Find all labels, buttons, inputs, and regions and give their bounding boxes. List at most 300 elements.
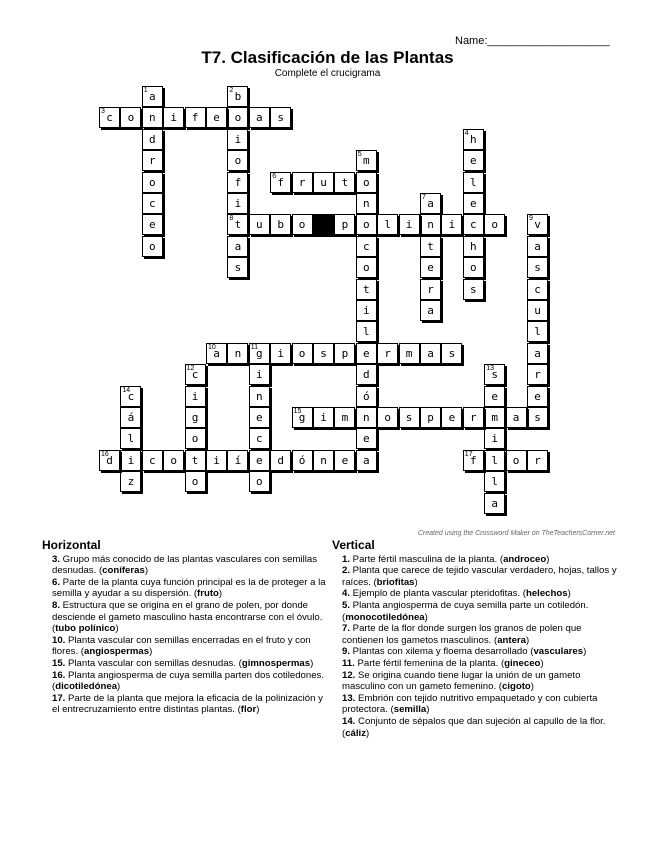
clue-item-number: 9. (342, 646, 353, 658)
cell-letter: h (469, 239, 477, 253)
cell-letter: o (234, 111, 242, 125)
horizontal-clues (42, 540, 327, 716)
clue-item-number: 7. (342, 623, 353, 635)
crossword-cell[interactable] (377, 343, 398, 364)
clue-number: 17 (464, 450, 473, 458)
crossword-cell[interactable] (142, 150, 163, 171)
cell-letter: c (255, 432, 263, 446)
crossword-cell[interactable] (356, 214, 377, 235)
cell-letter: t (341, 175, 349, 189)
cell-letter: h (469, 132, 477, 146)
crossword-cell[interactable] (484, 450, 505, 471)
crossword-cell[interactable] (420, 279, 441, 300)
crossword-cell[interactable] (313, 450, 334, 471)
clue-item: 9. Plantas con xilema y floema desarrollado (vasculares) (342, 646, 587, 658)
cell-letter: r (534, 453, 541, 467)
crossword-cell[interactable] (249, 471, 270, 492)
clue-item-text: Planta angiosperma de cuya semilla parte un cotiledón. ( (342, 599, 589, 623)
cell-letter: t (362, 282, 370, 296)
crossword-cell[interactable] (484, 493, 505, 514)
clue-item: 10. Planta vascular con semillas encerradas en el fruto y con flores. (angiospermas) (52, 634, 311, 658)
cell-letter: p (341, 346, 349, 360)
clue-item-number: 6. (52, 576, 63, 588)
cell-letter: n (320, 453, 327, 467)
clue-item-text: Grupo más conocido de las plantas vasculares con semillas desnudas. ( (52, 553, 318, 577)
cell-letter: s (448, 346, 456, 360)
cell-letter: e (534, 389, 541, 403)
crossword-cell[interactable] (120, 407, 141, 428)
clue-item-text: Planta vascular con semillas desnudas. ( (68, 657, 242, 669)
cell-letter: s (234, 261, 242, 275)
crossword-cell[interactable] (484, 428, 505, 449)
cell-letter: c (106, 111, 113, 125)
cell-letter: a (427, 346, 434, 360)
crossword-cell[interactable] (142, 236, 163, 257)
crossword-cell[interactable] (484, 471, 505, 492)
crossword-cell[interactable] (120, 471, 141, 492)
crossword-cell[interactable] (313, 343, 334, 364)
cell-letter: v (534, 218, 541, 232)
clue-item-number: 2. (342, 565, 353, 577)
crossword-cell[interactable] (292, 172, 313, 193)
crossword-cell[interactable] (185, 428, 206, 449)
crossword-cell[interactable] (270, 172, 291, 193)
crossword-cell[interactable] (99, 107, 120, 128)
cell-letter: u (534, 304, 541, 317)
clue-item-answer: briofitas (376, 576, 415, 588)
crossword-cell[interactable] (249, 214, 270, 235)
crossword-cell[interactable] (206, 450, 227, 471)
crossword-cell[interactable] (142, 193, 163, 214)
crossword-cell[interactable] (527, 236, 548, 257)
crossword-cell[interactable] (420, 407, 441, 428)
cell-letter: n (362, 411, 370, 424)
cell-letter: l (469, 175, 477, 189)
crossword-cell[interactable] (292, 343, 313, 364)
clue-item: 14. Conjunto de sépalos que dan sujeción al capullo de la flor. (cáliz) (342, 715, 606, 739)
clue-number: 11 (250, 343, 259, 351)
cell-letter: r (384, 346, 391, 360)
cell-letter: e (362, 432, 370, 446)
clue-item: 6. Parte de la planta cuya función principal es la de proteger a la semilla y ayudar a su dispersión. (fruto) (52, 576, 326, 600)
cell-letter: p (341, 218, 349, 232)
clue-item-number: 10. (52, 634, 69, 646)
clue-item-answer: cáliz (345, 727, 367, 739)
clue-item-text: Planta que carece de tejido vascular verdadero, hojas, tallos y raíces. ( (342, 565, 617, 588)
crossword-cell[interactable] (163, 107, 184, 128)
cell-letter: o (362, 261, 370, 275)
cell-letter: c (469, 218, 477, 232)
crossword-cell[interactable] (249, 428, 270, 449)
crossword-cell[interactable] (249, 450, 270, 471)
clue-number: 16 (101, 450, 109, 458)
cell-letter: s (320, 346, 327, 360)
clue-item-number: 5. (342, 599, 353, 611)
crossword-cell[interactable] (227, 343, 248, 364)
crossword-cell[interactable] (356, 343, 377, 364)
cell-letter: s (534, 261, 541, 275)
crossword-cell[interactable] (441, 214, 462, 235)
crossword-cell[interactable] (420, 236, 441, 257)
cell-letter: f (277, 175, 284, 189)
crossword-cell[interactable] (185, 450, 206, 471)
crossword-cell[interactable] (334, 407, 355, 428)
crossword-cell[interactable] (420, 343, 441, 364)
cell-letter: r (469, 411, 477, 424)
cell-letter: c (191, 368, 199, 382)
crossword-cell[interactable] (120, 450, 141, 471)
crossword-cell[interactable] (399, 343, 420, 364)
crossword-cell[interactable] (527, 364, 548, 385)
cell-letter: b (234, 90, 242, 103)
cell-letter: i (213, 453, 220, 467)
cell-letter: e (341, 453, 349, 467)
cell-letter: o (148, 175, 156, 189)
crossword-cell[interactable] (227, 172, 248, 193)
crossword-cell[interactable] (463, 279, 484, 300)
crossword-cell[interactable] (334, 172, 355, 193)
clue-item: 1. Parte fértil masculina de la planta. (androceo) (342, 553, 550, 565)
crossword-cell[interactable] (463, 129, 484, 150)
crossword-cell[interactable] (292, 407, 313, 428)
cell-letter: i (277, 346, 284, 360)
cell-letter: a (427, 304, 434, 317)
crossword-cell[interactable] (484, 364, 505, 385)
cell-letter: n (148, 111, 156, 125)
crossword-cell[interactable] (356, 321, 377, 342)
cell-letter: s (277, 111, 284, 125)
clue-number: 3 (101, 108, 105, 116)
crossword-cell[interactable] (377, 407, 398, 428)
crossword-cell[interactable] (227, 450, 248, 471)
crossword-cell[interactable] (292, 450, 313, 471)
crossword-cell[interactable] (399, 407, 420, 428)
clue-number: 9 (529, 215, 533, 223)
cell-letter: á (127, 411, 135, 424)
cell-letter: d (362, 368, 370, 382)
cell-letter: o (255, 475, 263, 489)
cell-letter: i (170, 111, 177, 125)
cell-letter: e (148, 218, 156, 232)
crossword-cell[interactable] (527, 386, 548, 407)
cell-letter: a (234, 239, 242, 253)
clue-item: 13. Embrión con tejido nutritivo empaquetado y con cubierta protectora. (semilla) (342, 692, 598, 716)
clue-item-text: Plantas con xilema y floema desarrollado ( (352, 646, 534, 658)
clue-item-text: Conjunto de sépalos que dan sujeción al capullo de la flor. ( (342, 715, 606, 739)
crossword-cell[interactable] (463, 193, 484, 214)
crossword-cell[interactable] (270, 343, 291, 364)
crossword-cell[interactable] (420, 300, 441, 321)
crossword-cell[interactable] (142, 172, 163, 193)
cell-letter: i (127, 453, 135, 467)
crossword-cell[interactable] (227, 193, 248, 214)
cell-letter: o (384, 411, 391, 424)
clue-item-answer: gimnospermas (241, 657, 311, 669)
crossword-cell[interactable] (484, 407, 505, 428)
cell-letter: l (534, 325, 541, 339)
cell-letter: c (148, 197, 156, 210)
cell-letter: p (427, 411, 434, 424)
cell-letter: e (491, 389, 498, 403)
crossword-cell[interactable] (185, 386, 206, 407)
crossword-cell[interactable] (356, 236, 377, 257)
clue-item: 17. Parte de la planta que mejora la eficacia de la polinización y el entrecruzamiento entre distintas plantas. (flor) (52, 692, 323, 716)
clue-number: 12 (186, 365, 195, 373)
crossword-cell[interactable] (227, 107, 248, 128)
clue-item-text: Planta angiosperma de cuya semilla parten dos cotiledones. ( (52, 669, 325, 693)
crossword-cell[interactable] (463, 407, 484, 428)
crossword-cell[interactable] (356, 450, 377, 471)
crossword-cell[interactable] (356, 300, 377, 321)
cell-letter: s (469, 282, 477, 296)
cell-letter: í (234, 453, 242, 467)
crossword-cell[interactable] (527, 257, 548, 278)
crossword-cell[interactable] (463, 150, 484, 171)
crossword-cell[interactable] (227, 129, 248, 150)
cell-letter: i (234, 197, 242, 210)
crossword-cell[interactable] (249, 107, 270, 128)
crossword-cell[interactable] (334, 214, 355, 235)
crossword-cell[interactable] (463, 236, 484, 257)
cell-letter: b (277, 218, 284, 232)
crossword-cell[interactable] (484, 214, 505, 235)
crossword-cell[interactable] (377, 214, 398, 235)
crossword-cell[interactable] (356, 364, 377, 385)
clue-number: 6 (272, 172, 277, 180)
crossword-cell[interactable] (334, 343, 355, 364)
cell-letter: i (234, 132, 242, 146)
clue-item: 5. Planta angiosperma de cuya semilla parte un cotiledón. (monocotiledónea) (342, 599, 589, 623)
crossword-cell[interactable] (463, 172, 484, 193)
cell-letter: o (170, 453, 177, 467)
crossword-cell[interactable] (292, 214, 313, 235)
clue-item-number: 4. (342, 588, 353, 600)
cell-letter: n (362, 197, 370, 210)
crossword-cell[interactable] (120, 428, 141, 449)
cell-letter: o (127, 111, 135, 125)
cell-letter: z (127, 475, 135, 489)
crossword-cell[interactable] (334, 450, 355, 471)
cell-letter: m (405, 346, 413, 360)
crossword-cell[interactable] (527, 279, 548, 300)
clue-number: 10 (208, 343, 216, 351)
crossword-cell[interactable] (506, 450, 527, 471)
clue-item-answer: semilla (393, 704, 427, 716)
crossword-cell[interactable] (227, 257, 248, 278)
cell-letter: l (491, 453, 498, 467)
cell-letter: t (427, 239, 434, 253)
crossword-cell[interactable] (356, 172, 377, 193)
crossword-cell[interactable] (249, 407, 270, 428)
crossword-cell[interactable] (527, 321, 548, 342)
cell-letter: o (148, 239, 156, 253)
clue-item-answer: helechos (525, 588, 568, 600)
clue-item-answer: antera (497, 634, 526, 646)
clue-item-number: 16. (52, 669, 69, 681)
cell-letter: a (213, 346, 220, 360)
cell-letter: t (191, 453, 199, 467)
clue-number: 8 (229, 215, 234, 223)
crossword-cell[interactable] (185, 107, 206, 128)
cell-letter: a (534, 346, 541, 360)
crossword-cell[interactable] (249, 386, 270, 407)
clue-item-answer: vasculares (533, 646, 584, 658)
crossword-cell[interactable] (463, 450, 484, 471)
crossword-cell[interactable] (270, 450, 291, 471)
crossword-cell[interactable] (227, 236, 248, 257)
crossword-cell[interactable] (313, 407, 334, 428)
crossword-cell[interactable] (206, 343, 227, 364)
cell-letter: c (534, 282, 541, 296)
cell-letter: g (298, 411, 306, 424)
clue-item: 2. Planta que carece de tejido vascular verdadero, hojas, tallos y raíces. (briofitas) (342, 565, 617, 588)
crossword-cell[interactable] (441, 407, 462, 428)
cell-letter: o (298, 218, 306, 232)
clue-item-text: Parte fértil femenina de la planta. ( (357, 657, 505, 669)
clue-item-answer: flor (240, 704, 257, 716)
crossword-cell[interactable] (142, 129, 163, 150)
clue-item-answer: cigoto (501, 681, 531, 693)
cell-letter: c (362, 239, 370, 253)
cell-letter: s (491, 368, 498, 382)
crossword-cell[interactable] (99, 450, 120, 471)
cell-letter: l (384, 218, 391, 232)
cell-letter: o (191, 475, 199, 489)
clue-item-text: Embrión con tejido nutritivo empaquetado y con cubierta protectora. ( (342, 692, 598, 716)
cell-letter: a (534, 239, 541, 253)
crossword-cell[interactable] (142, 107, 163, 128)
cell-letter: t (234, 218, 242, 232)
cell-letter: m (362, 154, 370, 168)
crossword-cell[interactable] (142, 214, 163, 235)
crossword-cell[interactable] (527, 450, 548, 471)
clue-item-text: Parte de la planta que mejora la eficacia de la polinización y el entrecruzamiento entre distintas plantas. ( (52, 692, 323, 716)
clue-number: 2 (229, 87, 234, 94)
crossword-cell[interactable] (249, 364, 270, 385)
crossword-cell[interactable] (142, 86, 163, 107)
clue-item-text: Se origina cuando tiene lugar la unión de un gameto masculino con un gameto femenino. ( (342, 669, 581, 693)
crossword-cell[interactable] (399, 214, 420, 235)
crossword-cell[interactable] (484, 386, 505, 407)
clue-item-answer: tubo polínico (55, 623, 116, 635)
clue-item-number: 3. (52, 553, 63, 565)
cell-letter: e (469, 154, 477, 168)
cell-letter: u (320, 175, 327, 189)
clue-item-text: Planta vascular con semillas encerradas en el fruto y con flores. ( (52, 634, 311, 658)
crossword-cell[interactable] (163, 450, 184, 471)
cell-letter: n (255, 389, 263, 403)
cell-letter: n (234, 346, 242, 360)
clue-item: 7. Parte de la flor donde surgen los granos de polen que contienen los gametos masculinos. (antera) (342, 623, 582, 646)
crossword-cell[interactable] (227, 86, 248, 107)
cell-letter: r (148, 154, 156, 168)
cell-letter: m (341, 411, 349, 424)
crossword-cell[interactable] (420, 214, 441, 235)
crossword-cell[interactable] (356, 257, 377, 278)
cell-letter: i (191, 389, 199, 403)
cell-letter: a (491, 496, 498, 510)
crossword-cell[interactable] (356, 193, 377, 214)
cell-letter: l (491, 475, 498, 489)
clue-item-text: Parte de la planta cuya función principal es la de proteger a la semilla y ayudar a su dispersión. ( (52, 576, 326, 600)
clue-item-answer: fruto (197, 588, 219, 600)
crossword-cell[interactable] (463, 214, 484, 235)
crossword-cell[interactable] (356, 428, 377, 449)
clue-item-answer: coníferas (102, 565, 145, 577)
crossword-cell[interactable] (527, 300, 548, 321)
clue-number: 15 (293, 408, 302, 415)
crossword-cell[interactable] (142, 450, 163, 471)
clue-item-number: 11. (342, 657, 358, 669)
cell-letter: i (405, 218, 413, 232)
cell-letter: e (448, 411, 456, 424)
name-field-label: Name:____________________ (455, 35, 610, 47)
crossword-cell[interactable] (313, 172, 334, 193)
crossword-cell[interactable] (527, 343, 548, 364)
cell-letter: ó (362, 389, 370, 403)
crossword-cell[interactable] (206, 107, 227, 128)
crossword-cell[interactable] (227, 150, 248, 171)
cell-letter: o (362, 218, 370, 232)
crossword-cell[interactable] (270, 214, 291, 235)
crossword-cell[interactable] (185, 364, 206, 385)
cell-letter: d (148, 132, 156, 146)
vertical-clues-title: Vertical (332, 538, 375, 552)
crossword-cell[interactable] (527, 407, 548, 428)
clue-item: 16. Planta angiosperma de cuya semilla parten dos cotiledones. (dicotiledónea) (52, 669, 325, 693)
crossword-cell[interactable] (463, 257, 484, 278)
page-title: T7. Clasificación de las Plantas (201, 48, 454, 67)
crossword-cell[interactable] (120, 107, 141, 128)
clue-number: 1 (143, 87, 148, 94)
cell-letter: s (534, 411, 541, 424)
crossword-cell[interactable] (356, 386, 377, 407)
clue-item-number: 13. (342, 692, 359, 704)
cell-letter: a (362, 453, 370, 467)
crossword-cell[interactable] (249, 343, 270, 364)
clue-item-text: Parte de la flor donde surgen los granos de polen que contienen los gametos masculinos. ( (342, 623, 582, 646)
crossword-cell[interactable] (441, 343, 462, 364)
cell-letter: f (234, 175, 242, 189)
clue-item-answer: androceo (503, 553, 547, 565)
cell-letter: n (427, 218, 434, 232)
cell-letter: o (191, 432, 199, 446)
cell-letter: f (191, 111, 199, 125)
cell-letter: i (448, 218, 456, 232)
crossword-cell[interactable] (420, 257, 441, 278)
crossword-cell[interactable] (270, 107, 291, 128)
crossword-cell[interactable] (120, 386, 141, 407)
crossword-cell[interactable] (527, 214, 548, 235)
clue-item: 15. Planta vascular con semillas desnudas. (gimnospermas) (52, 657, 314, 669)
cell-letter: a (512, 411, 520, 424)
cell-letter: e (427, 261, 434, 275)
clue-item-answer: monocotiledónea (345, 611, 425, 623)
crossword-cell[interactable] (356, 279, 377, 300)
credit-text: Created using the Crossword Maker on TheTeachersCorner.net (417, 530, 615, 537)
clue-item-text: Parte fértil masculina de la planta. ( (352, 553, 504, 565)
cell-letter: o (362, 175, 370, 189)
crossword-cell[interactable] (227, 214, 248, 235)
crossword-cell[interactable] (185, 407, 206, 428)
crossword-cell[interactable] (185, 471, 206, 492)
clue-number: 4 (464, 129, 469, 137)
crossword-cell[interactable] (506, 407, 527, 428)
clue-item: 8. Estructura que se origina en el grano de polen, por donde desciende el gameto masculino hasta encontrarse con el óvulo. (tubo polínico) (52, 599, 323, 635)
crossword-cell[interactable] (356, 150, 377, 171)
crossword-cell[interactable] (420, 193, 441, 214)
crossword-cell[interactable] (356, 407, 377, 428)
